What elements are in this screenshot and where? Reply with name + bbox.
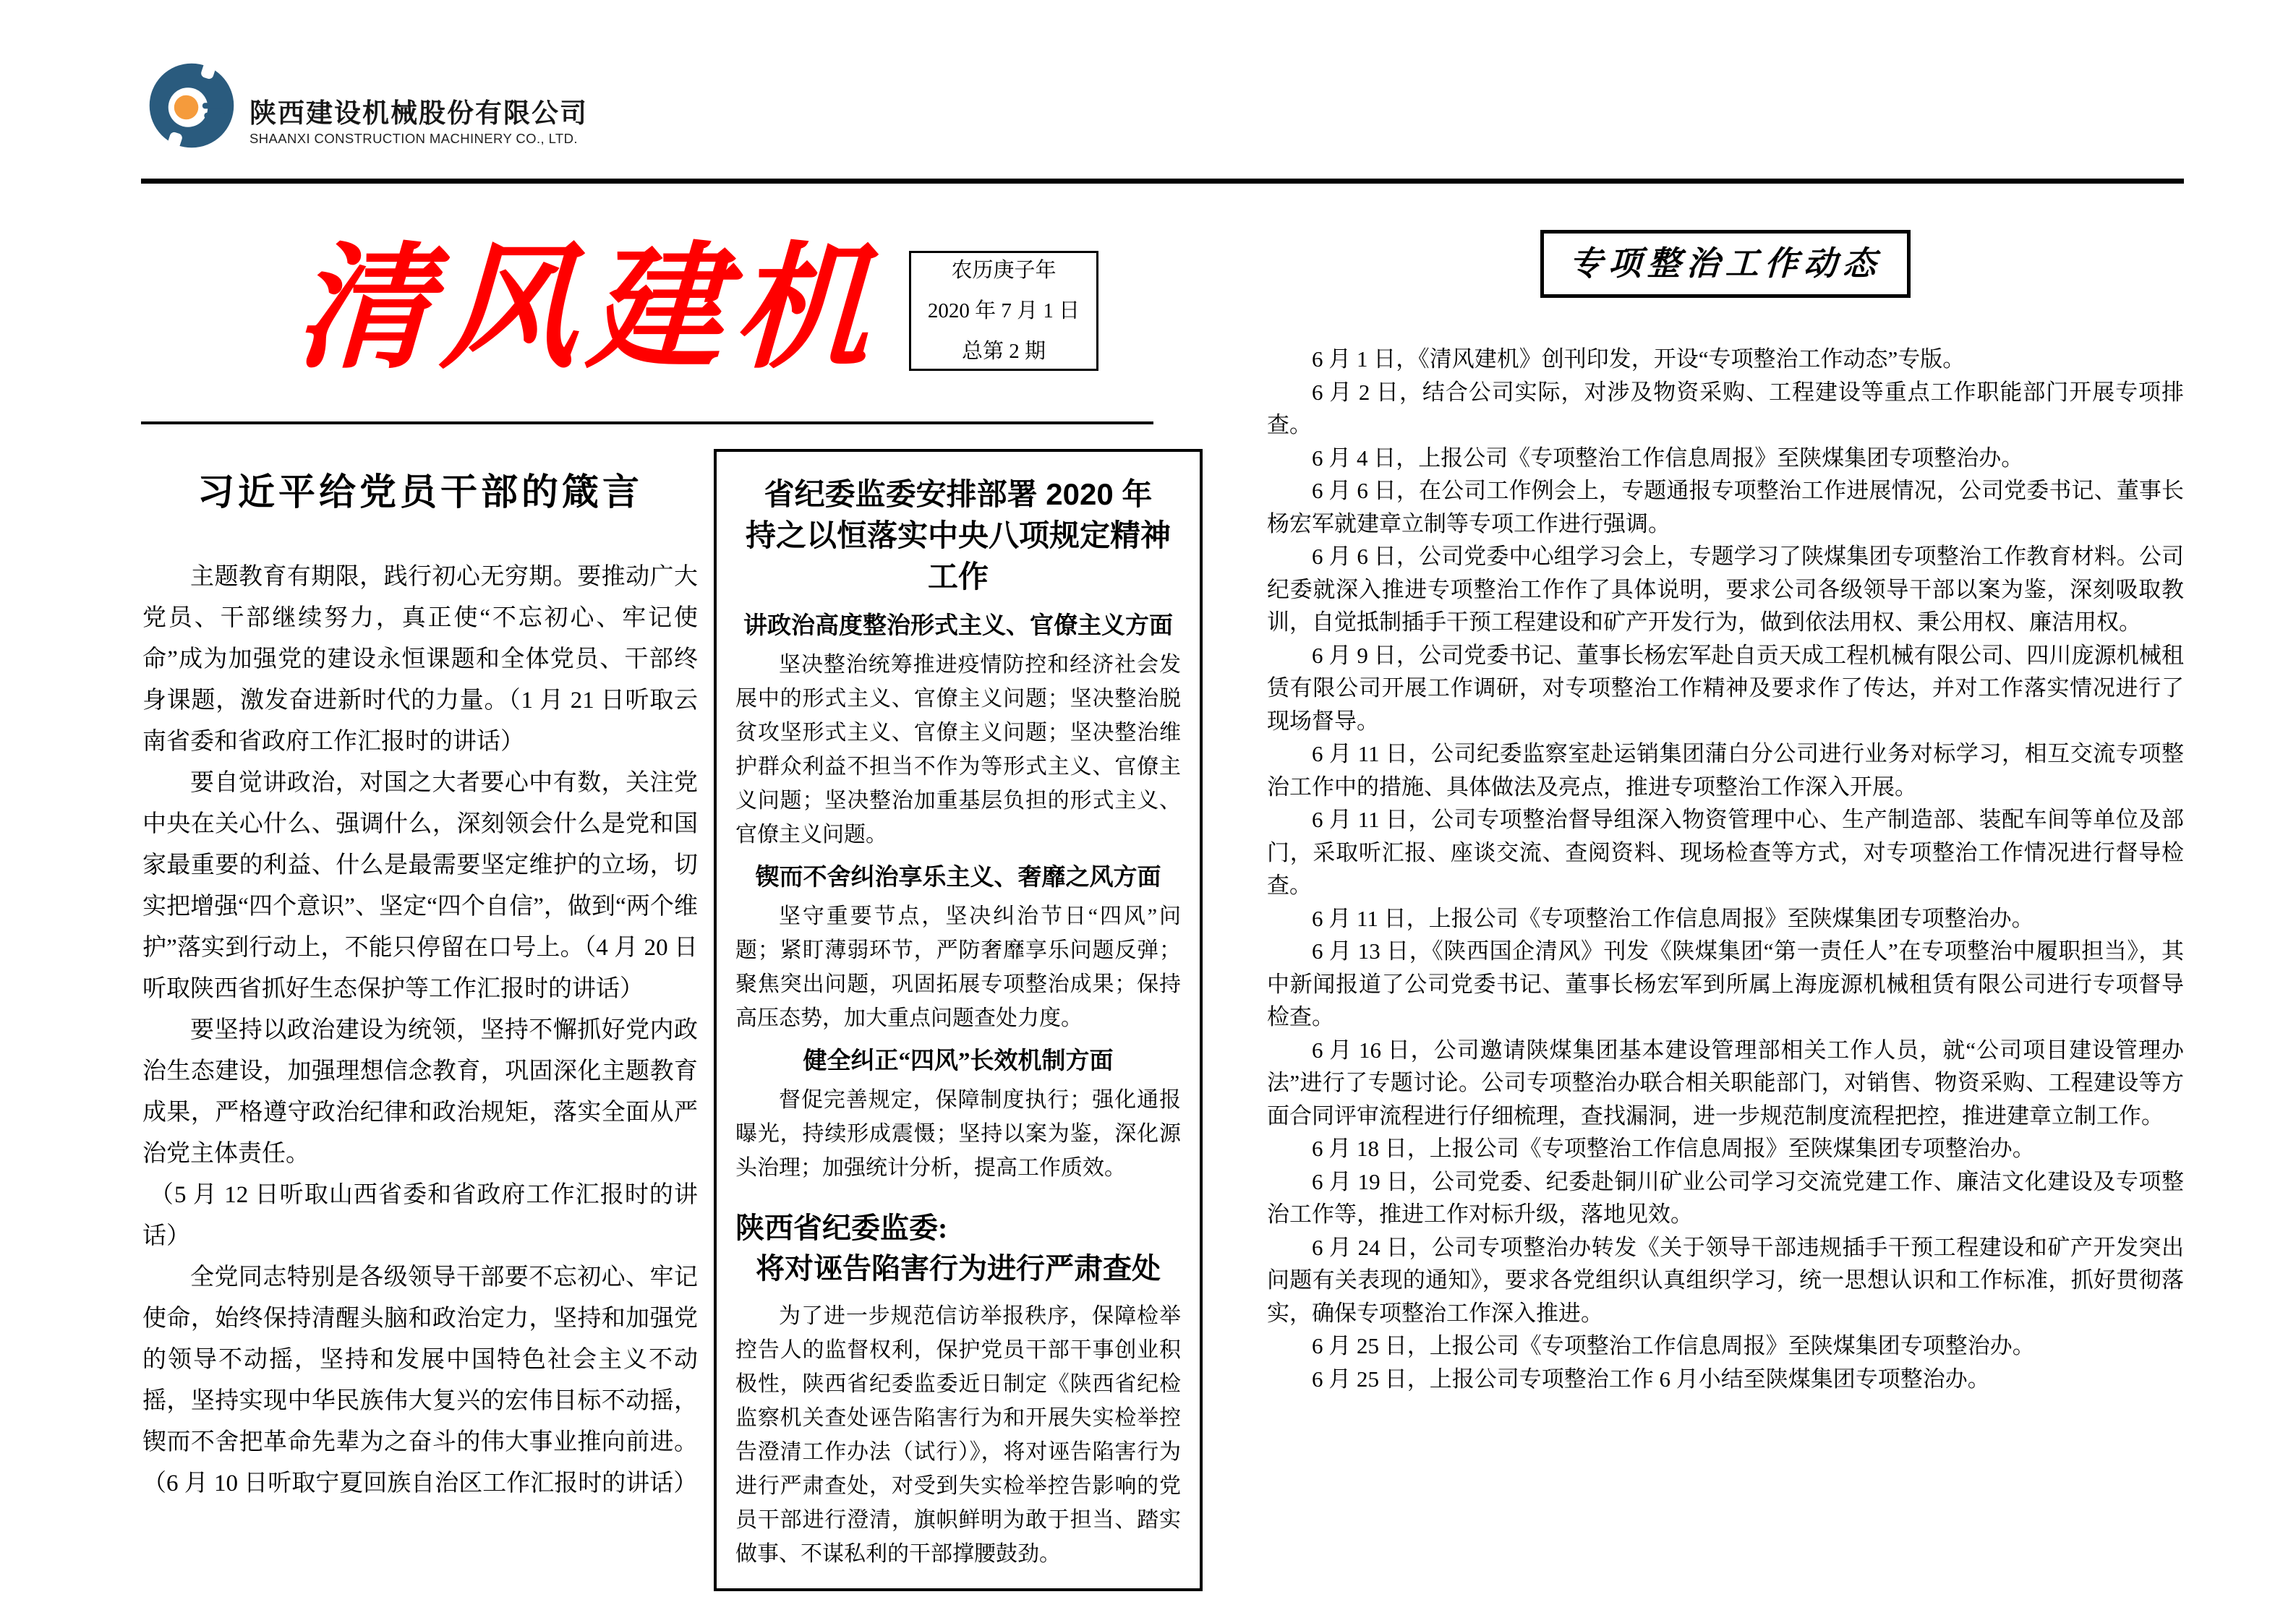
section-body: 督促完善规定，保障制度执行；强化通报曝光，持续形成震慑；坚持以案为鉴，深化源头治理；加强统计分析，提高工作质效。 — [735, 1088, 1181, 1180]
middle-article-title — [735, 474, 1181, 597]
news-item: 6 月 16 日，公司邀请陕煤集团基本建设管理部相关工作人员，就“公司项目建设管理办法”进行了专题讨论。公司专项整治办联合相关职能部门，对销售、物资采购、工程建设等方面合同评审流程进行仔细梳理，查找漏洞，进一步规范制度流程把控，推进建章立制工作。 — [1267, 1037, 2184, 1129]
brand-names — [249, 63, 588, 148]
news-item: 6 月 11 日，上报公司《专项整治工作信息周报》至陕煤集团专项整治办。 — [1312, 905, 2034, 931]
quote-paragraph: 要坚持以政治建设为统领，坚持不懈抓好党内政治生态建设，加强理想信念教育，巩固深化主题教育成果，严格遵守政治纪律和政治规矩，落实全面从严治党主体责任。 — [142, 1017, 698, 1167]
news-item: 6 月 25 日，上报公司《专项整治工作信息周报》至陕煤集团专项整治办。 — [1312, 1333, 2035, 1358]
quote-paragraph: 全党同志特别是各级领导干部要不忘初心、牢记使命，始终保持清醒头脑和政治定力，坚持和加强党的领导不动摇，坚持和发展中国特色社会主义不动摇，坚持实现中华民族伟大复兴的宏伟目标不动摇，锲而不舍把革命先辈为之奋斗的伟大事业推向前进。（6 月 10 日听取宁夏回族自治区工作汇报时的讲话） — [142, 1264, 698, 1496]
news-item: 6 月 11 日，公司专项整治督导组深入物资管理中心、生产制造部、装配车间等单位及部门，采取听汇报、座谈交流、查阅资料、现场检查等方式，对专项整治工作情况进行督导检查。 — [1267, 807, 2184, 898]
brand-header — [147, 61, 588, 150]
section-heading: 讲政治高度整治形式主义、官僚主义方面 — [743, 613, 1173, 639]
news-item: 6 月 1 日，《清风建机》创刊印发，开设“专项整治工作动态”专版。 — [1312, 346, 1966, 372]
sub-article — [735, 1209, 1181, 1571]
middle-section — [735, 1045, 1181, 1185]
sub-article-title-line2: 将对诬告陷害行为进行严肃查处 — [756, 1252, 1161, 1285]
middle-article-box — [714, 449, 1203, 1591]
left-article — [142, 471, 698, 1504]
section-body: 坚决整治统筹推进疫情防控和经济社会发展中的形式主义、官僚主义问题；坚决整治脱贫攻坚形式主义、官僚主义问题；坚决整治维护群众利益不担当不作为等形式主义、官僚主义问题；坚决整治加重基层负担的形式主义、官僚主义问题。 — [735, 653, 1181, 847]
news-item-list — [1267, 343, 2184, 1395]
quote-paragraph: 要自觉讲政治，对国之大者要心中有数，关注党中央在关心什么、强调什么，深刻领会什么是党和国家最重要的利益、什么是最需要坚定维护的立场，切实把增强“四个意识”、坚定“四个自信”，做到“两个维护”落实到行动上，不能只停留在口号上。（4 月 20 日听取陕西省抓好生态保护等工作汇报时的讲话） — [142, 770, 698, 1002]
right-column-header: 专项整治工作动态 — [1569, 245, 1882, 282]
masthead-divider — [141, 421, 1153, 424]
middle-article-title-line2: 持之以恒落实中央八项规定精神工作 — [745, 518, 1171, 594]
company-logo-icon — [147, 61, 236, 150]
section-body: 坚守重要节点，坚决纠治节日“四风”问题；紧盯薄弱环节，严防奢靡享乐问题反弹；聚焦突出问题，巩固拓展专项整治成果；保持高压态势，加大重点问题查处力度。 — [735, 904, 1181, 1030]
news-item: 6 月 11 日，公司纪委监察室赴运销集团蒲白分公司进行业务对标学习，相互交流专项整治工作中的措施、具体做法及亮点，推进专项整治工作深入开展。 — [1267, 741, 2184, 800]
middle-article-title-line1: 省纪委监委安排部署 2020 年 — [764, 477, 1153, 511]
right-column-header-box — [1540, 230, 1911, 298]
news-item: 6 月 24 日，公司专项整治办转发《关于领导干部违规插手干预工程建设和矿产开发突出问题有关表现的通知》，要求各党组织认真组织学习，统一思想认识和工作标准，抓好贯彻落实，确保专项整治工作深入推进。 — [1267, 1234, 2184, 1326]
news-item: 6 月 2 日，结合公司实际，对涉及物资采购、工程建设等重点工作职能部门开展专项排查。 — [1267, 379, 2184, 437]
sub-article-title-line1: 陕西省纪委监委: — [735, 1212, 948, 1244]
left-article-title: 习近平给党员干部的箴言 — [197, 473, 643, 513]
news-item: 6 月 9 日，公司党委书记、董事长杨宏军赴自贡天成工程机械有限公司、四川庞源机械租赁有限公司开展工作调研，对专项整治工作精神及要求作了传达，并对工作落实情况进行了现场督导。 — [1267, 642, 2184, 734]
news-item: 6 月 6 日，公司党委中心组学习会上，专题学习了陕煤集团专项整治工作教育材料。公司纪委就深入推进专项整治工作作了具体说明，要求公司各级领导干部以案为鉴，深刻吸取教训，自觉抵制插手干预工程建设和矿产开发行为，做到依法用权、秉公用权、廉洁用权。 — [1267, 544, 2184, 635]
sub-article-body: 为了进一步规范信访举报秩序，保障检举控告人的监督权利，保护党员干部干事创业积极性，陕西省纪委监委近日制定《陕西省纪检监察机关查处诬告陷害行为和开展失实检举控告澄清工作办法（试行）》，将对诬告陷害行为进行严肃查处，对受到失实检举控告影响的党员干部进行澄清，旗帜鲜明为敢于担当、踏实做事、不谋私利的干部撑腰鼓劲。 — [735, 1304, 1181, 1566]
quote-attribution: （5 月 12 日听取山西省委和省政府工作汇报时的讲话） — [142, 1182, 698, 1249]
news-item: 6 月 13 日，《陕西国企清风》刊发《陕煤集团“第一责任人”在专项整治中履职担当》，其中新闻报道了公司党委书记、董事长杨宏军到所属上海庞源机械租赁有限公司进行专项督导检查。 — [1267, 938, 2184, 1029]
quote-paragraph: 主题教育有期限，践行初心无穷期。要推动广大党员、干部继续努力，真正使“不忘初心、牢记使命”成为加强党的建设永恒课题和全体党员、干部终身课题，激发奋进新时代的力量。（1 月 21 日听取云南省委和省政府工作汇报时的讲话） — [142, 564, 698, 755]
right-column — [1267, 230, 2184, 1395]
news-item: 6 月 6 日，在公司工作例会上，专题通报专项整治工作进展情况，公司党委书记、董事长杨宏军就建章立制等专项工作进行强调。 — [1267, 478, 2184, 536]
company-name-en: SHAANXI CONSTRUCTION MACHINERY CO., LTD. — [249, 131, 578, 146]
header-divider — [141, 179, 2184, 184]
middle-section — [735, 862, 1181, 1035]
news-item: 6 月 18 日，上报公司《专项整治工作信息周报》至陕煤集团专项整治办。 — [1312, 1136, 2035, 1161]
middle-section — [735, 610, 1181, 852]
section-heading: 锲而不舍纠治享乐主义、奢靡之风方面 — [755, 865, 1161, 891]
news-item: 6 月 19 日，公司党委、纪委赴铜川矿业公司学习交流党建工作、廉洁文化建设及专项整治工作等，推进工作对标升级，落地见效。 — [1267, 1168, 2184, 1227]
issue-lunar-year: 农历庚子年 — [951, 259, 1057, 282]
newspaper-title: 清风建机 — [292, 234, 882, 385]
news-item: 6 月 4 日，上报公司《专项整治工作信息周报》至陕煤集团专项整治办。 — [1312, 445, 2024, 471]
company-name-zh: 陕西建设机械股份有限公司 — [249, 98, 588, 128]
issue-date: 2020 年 7 月 1 日 — [927, 299, 1080, 322]
section-heading: 健全纠正“四风”长效机制方面 — [803, 1048, 1114, 1074]
issue-info-box — [909, 251, 1098, 371]
news-item: 6 月 25 日，上报公司专项整治工作 6 月小结至陕煤集团专项整治办。 — [1312, 1366, 1990, 1392]
issue-number: 总第 2 期 — [961, 340, 1046, 363]
